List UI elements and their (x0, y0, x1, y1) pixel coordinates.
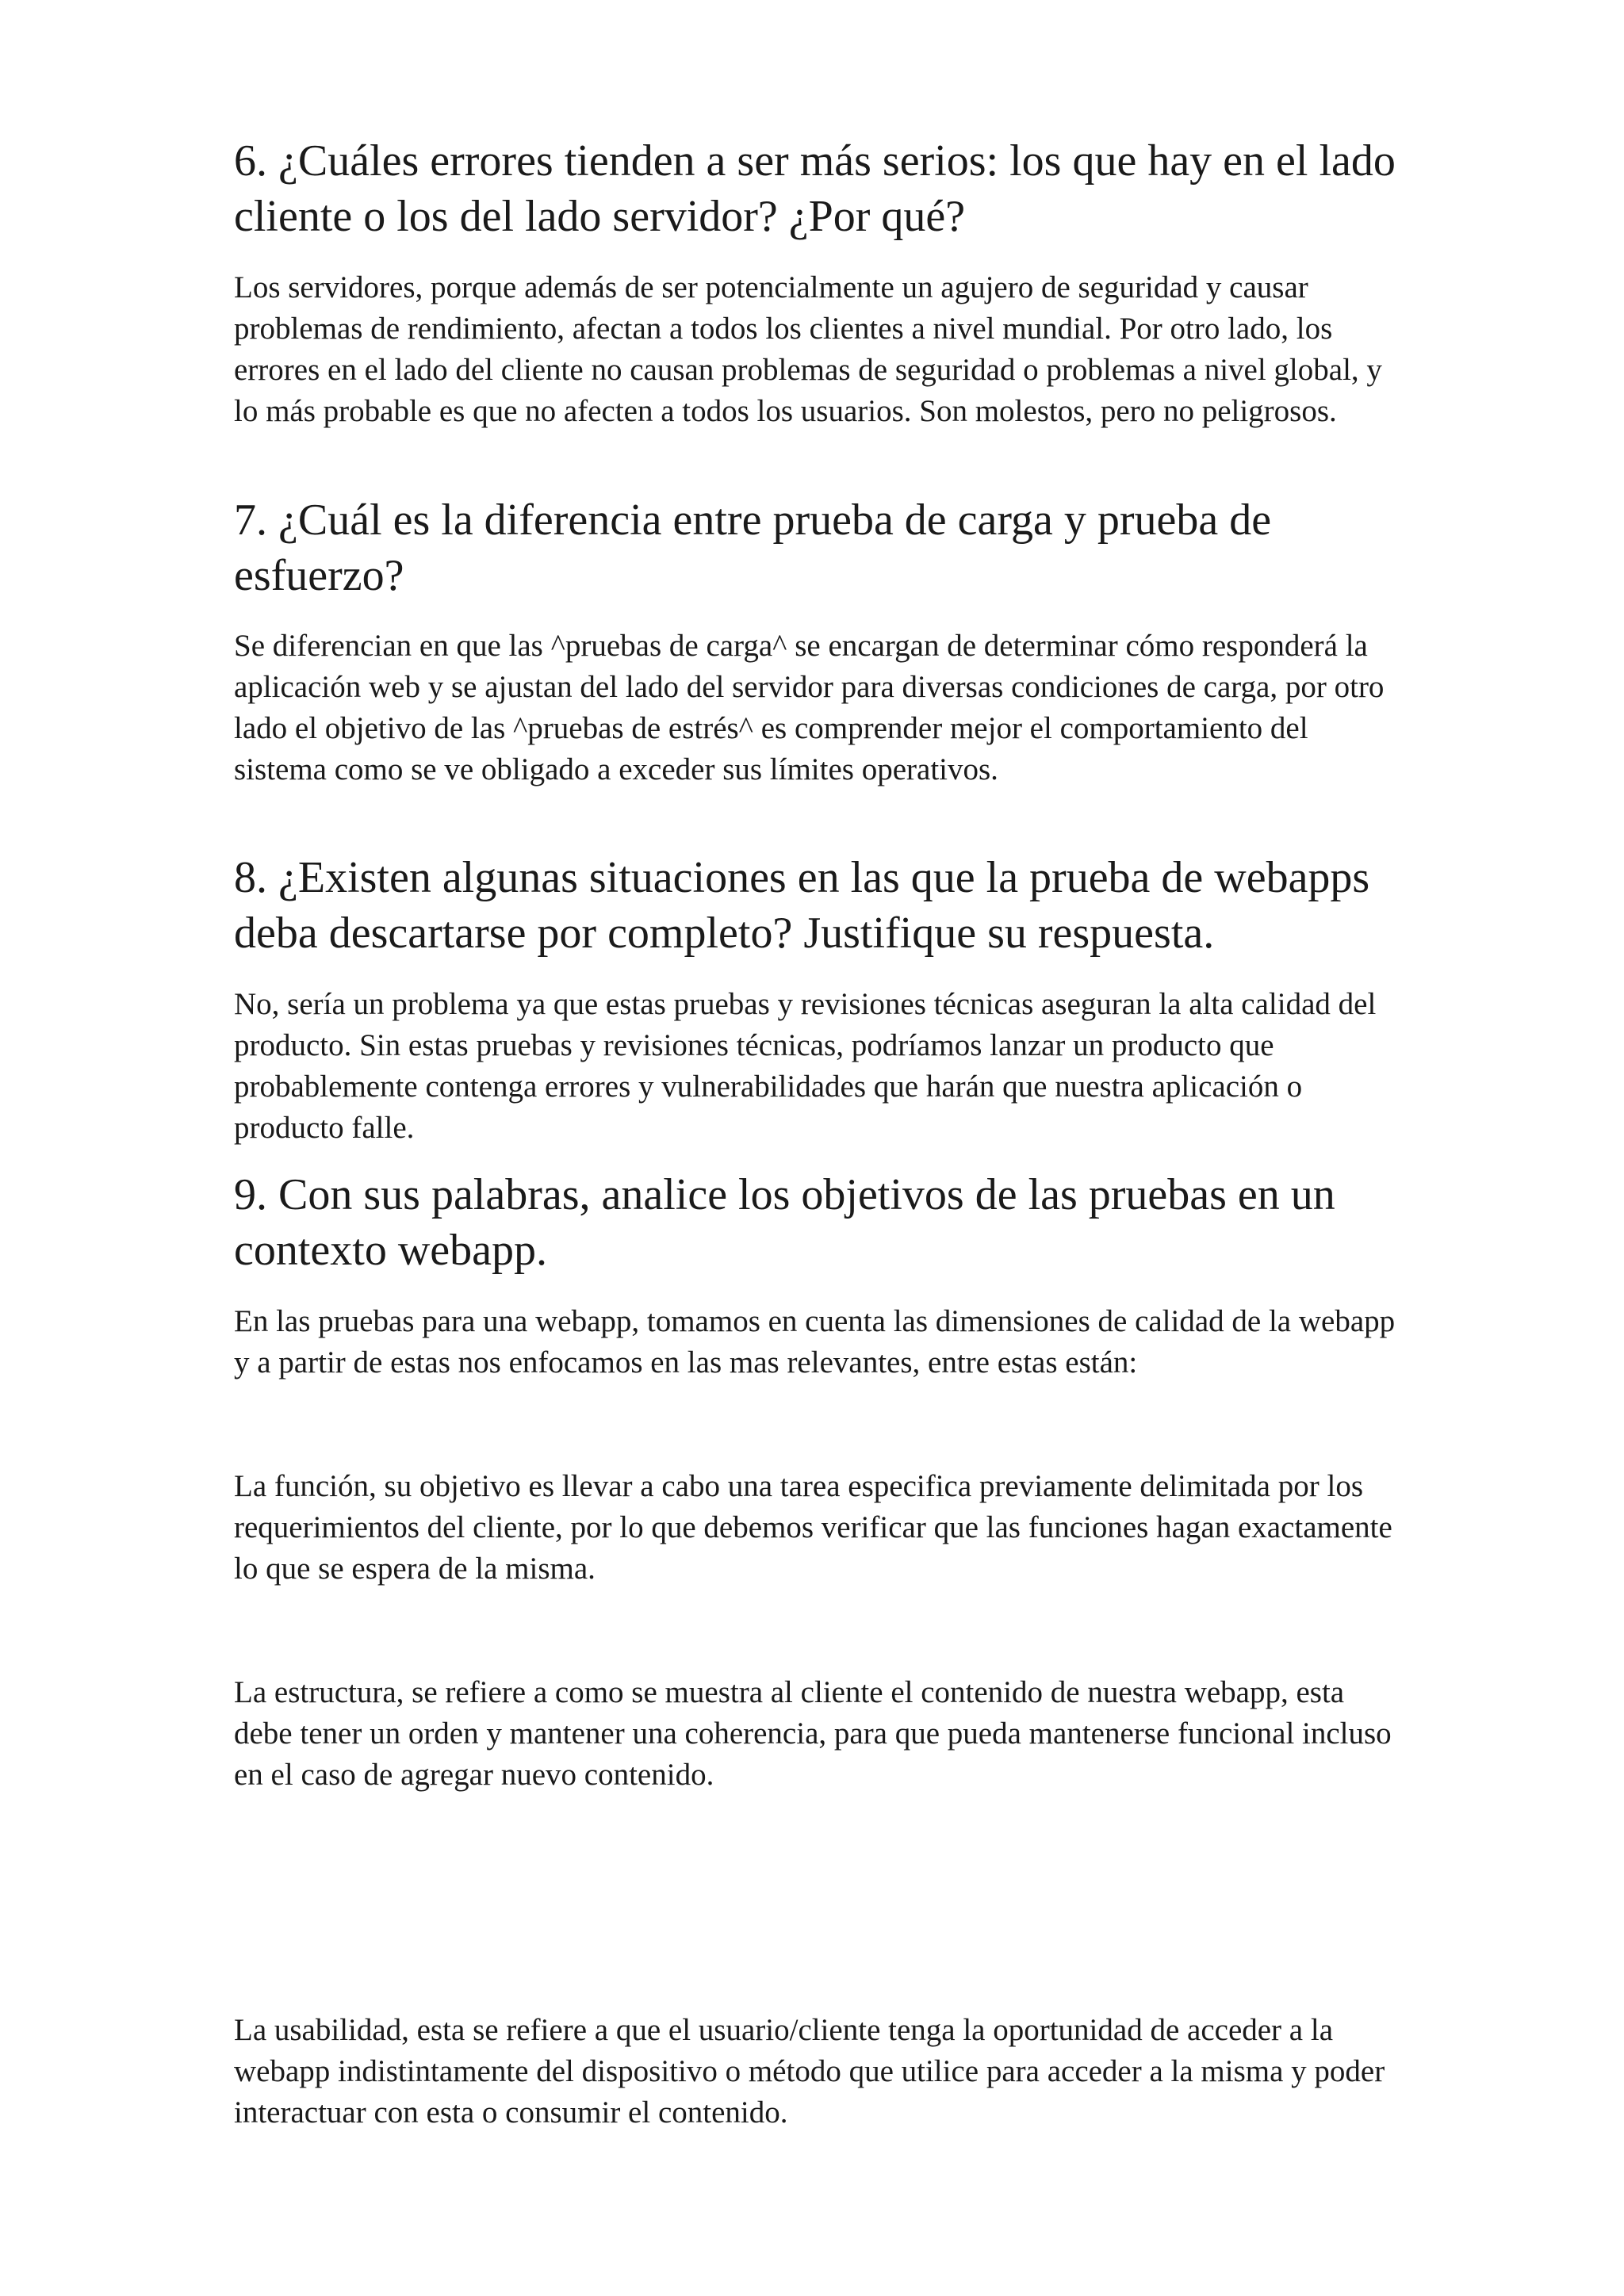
question-9-title: 9. Con sus palabras, analice los objetivos de las pruebas en un contexto webapp. (234, 1170, 1335, 1275)
question-9-structure-paragraph: La estructura, se refiere a como se muestra al cliente el contenido de nuestra webapp, esta debe tener un orden y mantener una coherencia, para que pueda mantenerse funcional incluso en el caso de agregar nuevo contenido. (234, 1675, 1392, 1792)
question-9-function-paragraph: La función, su objetivo es llevar a cabo una tarea especifica previamente delimitada por los requerimientos del cliente, por lo que debemos verificar que las funciones hagan exactamente lo que se espera de la misma. (234, 1469, 1392, 1586)
question-8-title: 8. ¿Existen algunas situaciones en las que la prueba de webapps deba descartarse por completo? Justifique su respuesta. (234, 853, 1370, 958)
question-9-usability-paragraph: La usabilidad, esta se refiere a que el usuario/cliente tenga la oportunidad de acceder a la webapp indistintamente del dispositivo o método que utilice para acceder a la misma y poder interactuar con esta o consumir el contenido. (234, 2013, 1385, 2130)
question-6-answer: Los servidores, porque además de ser potencialmente un agujero de seguridad y causar problemas de rendimiento, afectan a todos los clientes a nivel mundial. Por otro lado, los errores en el lado del cliente no causan problemas de seguridad o problemas a nivel global, y lo más probable es que no afecten a todos los usuarios. Son molestos, pero no peligrosos. (234, 270, 1382, 428)
question-9-intro: En las pruebas para una webapp, tomamos en cuenta las dimensiones de calidad de la webapp y a partir de estas nos enfocamos en las mas relevantes, entre estas están: (234, 1304, 1396, 1380)
question-6-title: 6. ¿Cuáles errores tienden a ser más serios: los que hay en el lado cliente o los del lado servidor? ¿Por qué? (234, 136, 1396, 241)
question-8-answer: No, sería un problema ya que estas pruebas y revisiones técnicas aseguran la alta calidad del producto. Sin estas pruebas y revisiones técnicas, podríamos lanzar un producto que probablemente contenga errores y vulnerabilidades que harán que nuestra aplicación o producto falle. (234, 987, 1377, 1145)
question-7-answer: Se diferencian en que las ^pruebas de carga^ se encargan de determinar cómo responderá la aplicación web y se ajustan del lado del servidor para diversas condiciones de carga, por otro lado el objetivo de las ^pruebas de estrés^ es comprender mejor el comportamiento del sistema como se ve obligado a exceder sus límites operativos. (234, 629, 1385, 786)
question-7-title: 7. ¿Cuál es la diferencia entre prueba de carga y prueba de esfuerzo? (234, 496, 1272, 600)
